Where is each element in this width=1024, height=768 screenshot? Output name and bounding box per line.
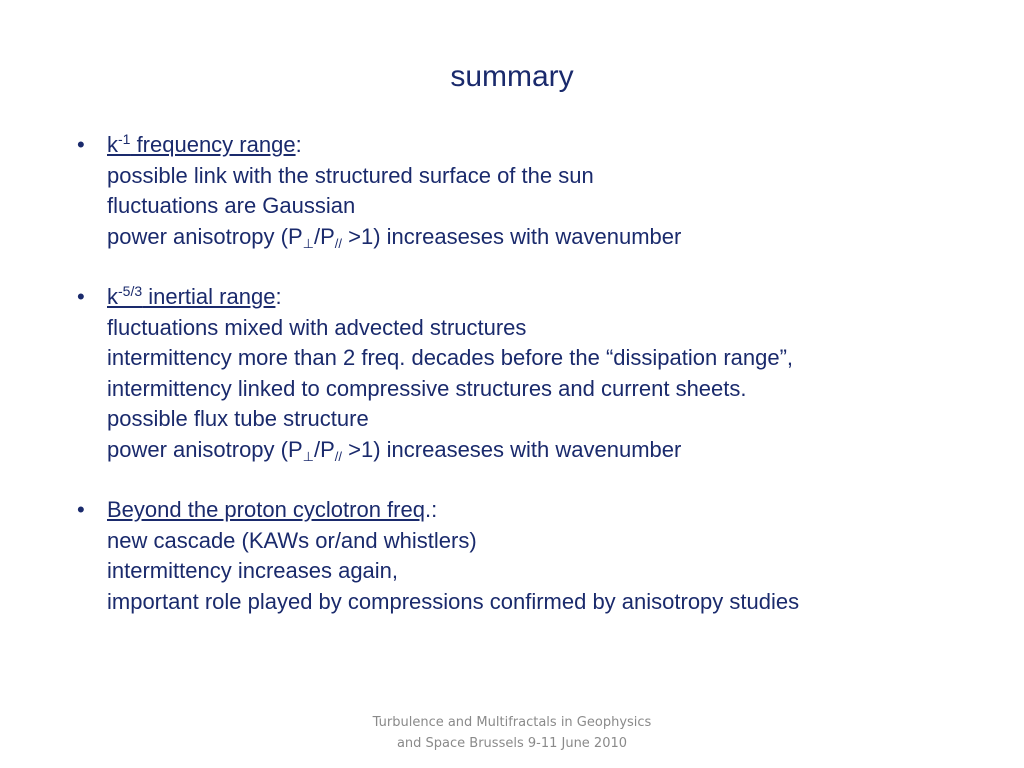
summary-bullet-list — [77, 130, 977, 647]
bullet-dot: • — [77, 284, 85, 309]
heading-colon: : — [275, 284, 282, 309]
bullet-line: fluctuations are Gaussian — [107, 193, 356, 218]
anisotropy-prefix: power anisotropy (P — [107, 223, 303, 249]
heading-text: inertial range — [142, 284, 276, 309]
bullet-heading — [107, 130, 977, 161]
footer-line: and Space Brussels 9-11 June 2010 — [396, 736, 628, 751]
heading-underlined — [107, 132, 296, 157]
perp-subscript: ⊥ — [302, 235, 314, 251]
heading-text: frequency range — [130, 132, 296, 157]
slide-footer — [0, 712, 1024, 754]
anisotropy-suffix: >1) increaseses with wavenumber — [342, 223, 682, 249]
bullet-dot: • — [77, 132, 85, 157]
heading-k: k — [107, 284, 118, 309]
bullet-k-minus-5-3 — [77, 282, 977, 465]
footer-line: Turbulence and Multifractals in Geophysics — [372, 715, 652, 730]
bullet-line: possible link with the structured surface of the sun — [107, 162, 594, 188]
bullet-line: important role played by compressions confirmed by anisotropy studies — [107, 588, 800, 614]
heading-exponent: -1 — [118, 131, 131, 147]
bullet-line: new cascade (KAWs or/and whistlers) — [107, 527, 477, 553]
parallel-subscript: // — [334, 448, 343, 464]
anisotropy-prefix: power anisotropy (P — [107, 436, 303, 462]
bullet-line: fluctuations mixed with advected structures — [107, 314, 527, 340]
anisotropy-suffix: >1) increaseses with wavenumber — [342, 436, 682, 462]
anisotropy-line — [107, 222, 977, 253]
heading-text: Beyond the proton cyclotron freq — [107, 497, 425, 522]
bullet-line: intermittency linked to compressive structures and current sheets. — [107, 375, 747, 401]
bullet-line: intermittency more than 2 freq. decades before the “dissipation range”, — [107, 345, 794, 370]
bullet-dot: • — [77, 497, 85, 522]
anisotropy-line — [107, 435, 977, 466]
perp-subscript: ⊥ — [302, 448, 314, 464]
heading-k: k — [107, 132, 118, 157]
parallel-subscript: // — [334, 235, 343, 251]
bullet-k-minus-1 — [77, 130, 977, 252]
bullet-heading — [107, 282, 977, 313]
heading-colon: : — [295, 132, 302, 157]
heading-exponent: -5/3 — [118, 283, 143, 299]
bullet-beyond-cyclotron — [77, 495, 977, 617]
bullet-heading — [107, 495, 977, 526]
slide-title: summary — [450, 60, 574, 93]
heading-underlined — [107, 284, 275, 309]
anisotropy-mid: /P — [313, 223, 335, 249]
anisotropy-mid: /P — [313, 436, 335, 462]
heading-colon: .: — [424, 497, 438, 522]
bullet-line: possible flux tube structure — [107, 406, 369, 431]
bullet-line: intermittency increases again, — [107, 558, 399, 583]
